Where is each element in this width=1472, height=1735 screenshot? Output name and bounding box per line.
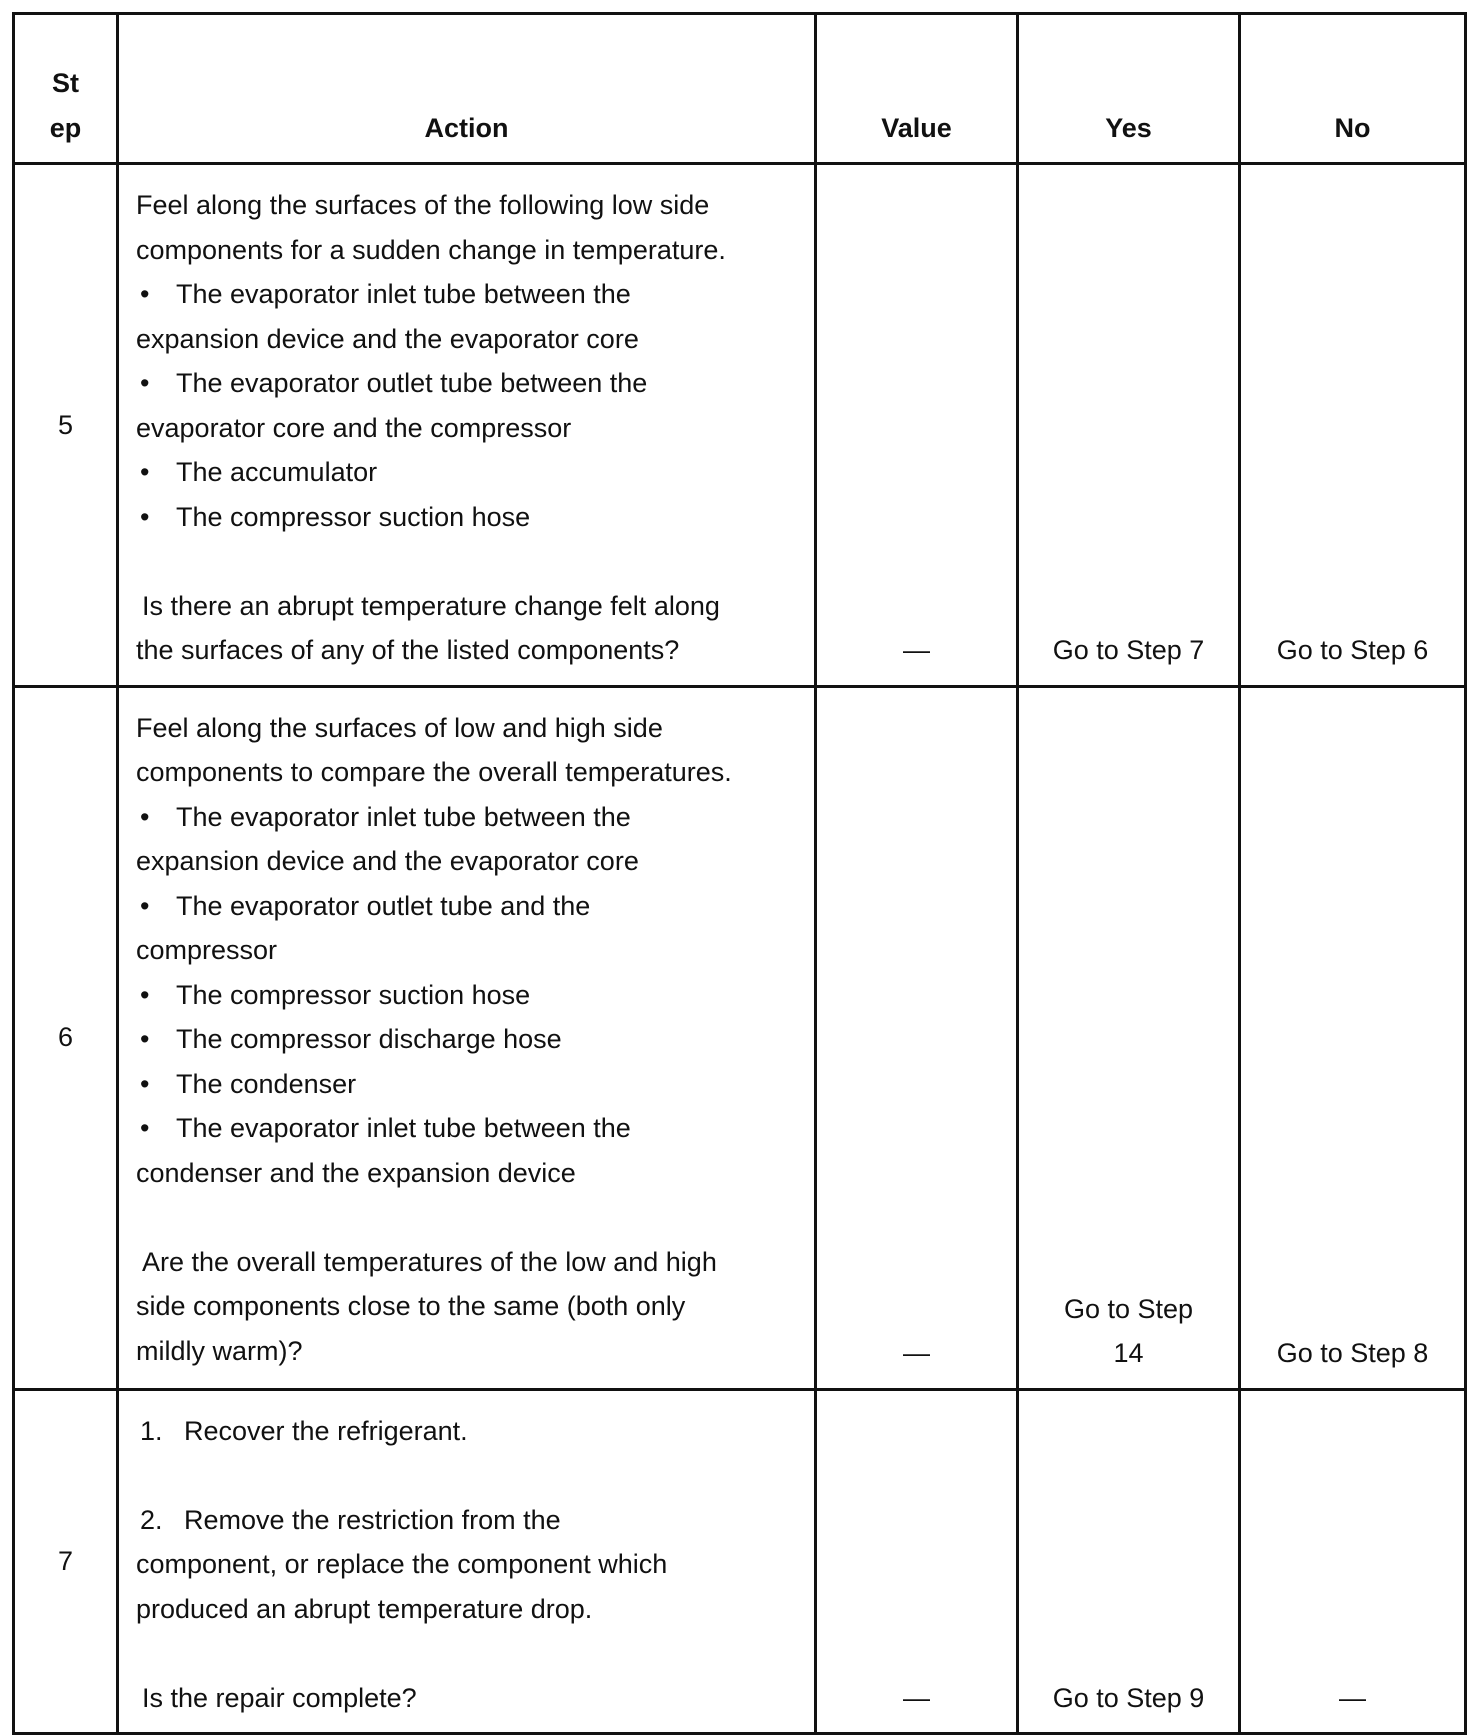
action-text: components to compare the overall temperatures. [136,757,732,787]
bullet-icon: • [140,368,150,398]
header-step: St ep [14,14,118,164]
action-text: produced an abrupt temperature drop. [136,1593,593,1624]
bullet-icon: • [140,1113,150,1143]
no-cell: Go to Step 8 [1240,686,1466,1389]
action-text: expansion device and the evaporator core [136,846,639,876]
question-text: Is there an abrupt temperature change felt along [142,590,720,621]
bullet-item: • The condenser [136,1062,800,1107]
bullet-icon: • [140,1024,150,1054]
action-text: evaporator core and the compressor [136,412,572,443]
action-cell [118,1389,816,1734]
bullet-item: • The compressor suction hose [136,973,800,1018]
bullet-item: • The evaporator inlet tube between the [136,1106,800,1151]
action-text: Feel along the surfaces of low and high side [136,712,663,743]
action-cell [118,686,816,1389]
header-yes: Yes [1018,14,1240,164]
step-number: 6 [14,686,118,1389]
bullet-icon: • [140,1068,150,1099]
question-text: side components close to the same (both only [136,1291,686,1321]
action-text: compressor [136,935,278,965]
yes-cell: Go to Step 7 [1018,164,1240,687]
question-text: the surfaces of any of the listed components? [136,635,680,665]
header-no: No [1240,14,1466,164]
yes-cell: Go to Step 9 [1018,1389,1240,1734]
bullet-icon: • [140,501,150,532]
value-cell: — [816,164,1018,687]
action-text: component, or replace the component which [136,1549,668,1579]
value-cell: — [816,686,1018,1389]
bullet-item: • The evaporator outlet tube and the [136,884,800,929]
header-row [14,14,1466,164]
action-text: expansion device and the evaporator core [136,323,639,354]
action-text: condenser and the expansion device [136,1157,576,1188]
question-text: mildly warm)? [136,1335,303,1366]
no-cell: — [1240,1389,1466,1734]
table-row [14,1389,1466,1734]
bullet-icon: • [140,457,150,487]
table-row [14,164,1466,687]
bullet-item: • The evaporator outlet tube between the [136,361,800,406]
header-value: Value [816,14,1018,164]
value-cell: — [816,1389,1018,1734]
bullet-item: • The evaporator inlet tube between the [136,272,800,317]
action-cell [118,164,816,687]
question-text: Are the overall temperatures of the low and high [142,1246,717,1277]
numbered-step: 1. Recover the refrigerant. [140,1415,468,1446]
bullet-item: • The accumulator [136,450,800,495]
step-number: 7 [14,1389,118,1734]
table-row [14,686,1466,1389]
step-number: 5 [14,164,118,687]
bullet-icon: • [140,279,150,309]
bullet-icon: • [140,890,150,921]
bullet-item: • The compressor suction hose [136,495,800,540]
bullet-item: • The evaporator inlet tube between the [136,795,800,840]
no-cell: Go to Step 6 [1240,164,1466,687]
question-text: Is the repair complete? [142,1682,417,1713]
yes-cell: Go to Step 14 [1018,686,1240,1389]
bullet-icon: • [140,801,150,832]
bullet-item: • The compressor discharge hose [136,1017,800,1062]
action-text: Feel along the surfaces of the following low side [136,190,710,220]
diagnostic-table [12,12,1467,1735]
bullet-icon: • [140,979,150,1010]
numbered-step: 2. Remove the restriction from the [140,1504,561,1535]
action-text: components for a sudden change in temperature. [136,234,726,265]
header-action: Action [118,14,816,164]
